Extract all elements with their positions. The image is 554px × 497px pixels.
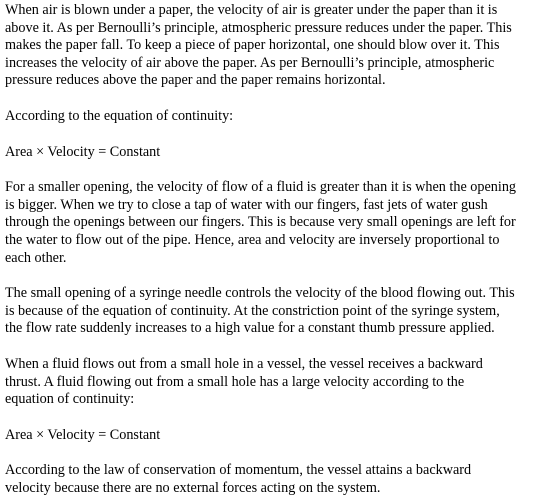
text-line: The small opening of a syringe needle controls the velocity of the blood flowing out. This bbox=[5, 285, 515, 302]
text-line: Area × Velocity = Constant bbox=[5, 143, 161, 160]
text-line: increases the velocity of air above the paper. As per Bernoulli’s principle, atmospheric bbox=[5, 54, 495, 71]
text-line: each other. bbox=[5, 249, 67, 266]
text-line: For a smaller opening, the velocity of flow of a fluid is greater than it is when the opening bbox=[5, 179, 517, 196]
text-line: through the openings between our fingers. This is because very small openings are left for bbox=[5, 214, 516, 231]
equation-area-velocity bbox=[5, 144, 553, 162]
text-line: pressure reduces above the paper and the paper remains horizontal. bbox=[5, 72, 386, 89]
text-line: equation of continuity: bbox=[5, 391, 135, 408]
text-line: Area × Velocity = Constant bbox=[5, 426, 161, 443]
paragraph-syringe bbox=[5, 285, 553, 338]
paragraph-vessel-thrust bbox=[5, 356, 553, 409]
paragraph-smaller-opening bbox=[5, 179, 553, 267]
text-line: thrust. A fluid flowing out from a small hole has a large velocity according to the bbox=[5, 373, 465, 390]
text-line: is because of the equation of continuity. At the constriction point of the syringe system, bbox=[5, 302, 500, 319]
paragraph-bernoulli-paper bbox=[5, 2, 553, 90]
paragraph-continuity-intro bbox=[5, 108, 553, 126]
text-line: According to the law of conservation of momentum, the vessel attains a backward bbox=[5, 462, 472, 479]
text-line: makes the paper fall. To keep a piece of paper horizontal, one should blow over it. This bbox=[5, 37, 500, 54]
equation-area-velocity-2 bbox=[5, 427, 553, 445]
text-line: above it. As per Bernoulli’s principle, atmospheric pressure reduces under the paper. This bbox=[5, 19, 512, 36]
text-line: When air is blown under a paper, the velocity of air is greater under the paper than it is bbox=[5, 2, 498, 18]
text-line: When a fluid flows out from a small hole in a vessel, the vessel receives a backward bbox=[5, 355, 483, 372]
text-line: the water to flow out of the pipe. Hence, area and velocity are inversely proportional to bbox=[5, 231, 500, 248]
text-line: the flow rate suddenly increases to a high value for a constant thumb pressure applied. bbox=[5, 320, 495, 337]
text-line: According to the equation of continuity: bbox=[5, 107, 234, 124]
text-line: is bigger. When we try to close a tap of water with our fingers, fast jets of water gush bbox=[5, 196, 488, 213]
document-body bbox=[5, 2, 553, 497]
text-line: velocity because there are no external forces acting on the system. bbox=[5, 479, 381, 496]
